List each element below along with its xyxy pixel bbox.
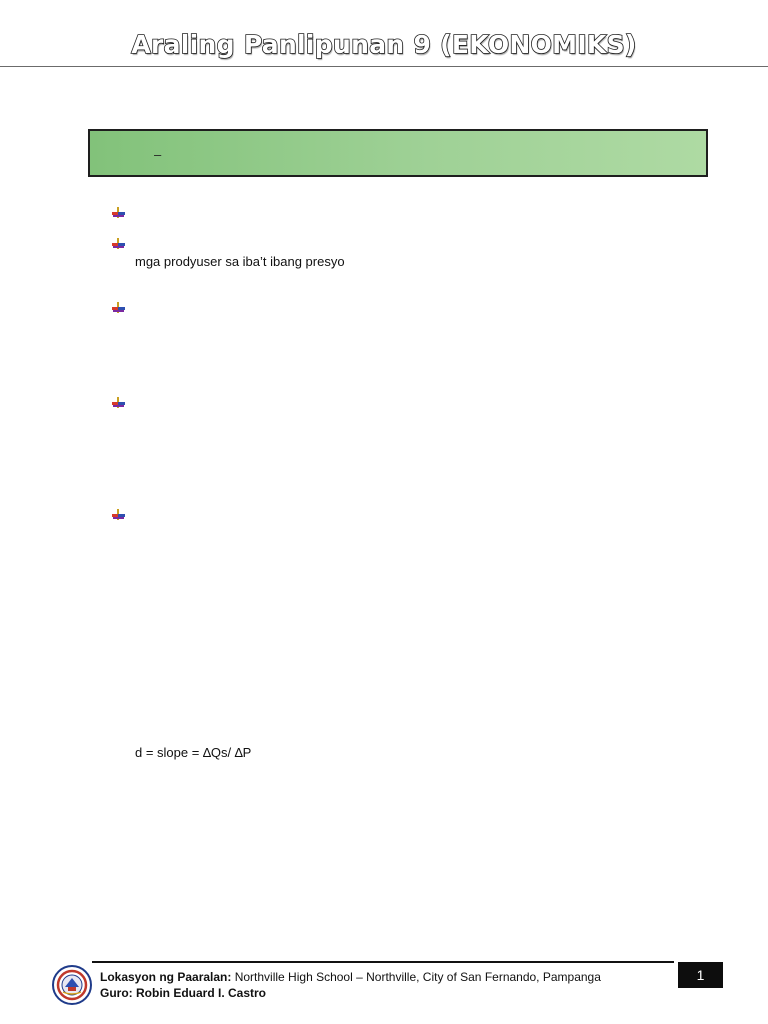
title-divider	[0, 66, 768, 67]
bullet-cross-icon	[112, 238, 125, 249]
footer-teacher-label: Guro: Robin Eduard I. Castro	[100, 986, 267, 1000]
document-title: Araling Panlipunan 9 (EKONOMIKS)	[131, 30, 637, 59]
bullet-cross-icon	[112, 397, 125, 408]
footer-teacher	[100, 986, 266, 1000]
elasticity-formula: d = slope = ∆Qs/ ∆P	[135, 745, 252, 760]
bullet-cross-icon	[112, 302, 125, 313]
heading-dash: –	[154, 147, 162, 162]
section-heading-box	[88, 129, 708, 177]
bullet-cross-icon	[112, 509, 125, 520]
footer-divider	[92, 961, 674, 963]
bullet-cross-icon	[112, 207, 125, 218]
school-seal-icon	[52, 965, 92, 1005]
footer-location-label: Lokasyon ng Paaralan:	[100, 970, 232, 984]
body-text-line: mga prodyuser sa iba’t ibang presyo	[135, 254, 345, 269]
page-number: 1	[678, 962, 723, 988]
footer-location-value: Northville High School – Northville, City of San Fernando, Pampanga	[231, 970, 601, 984]
footer-location	[100, 970, 601, 984]
